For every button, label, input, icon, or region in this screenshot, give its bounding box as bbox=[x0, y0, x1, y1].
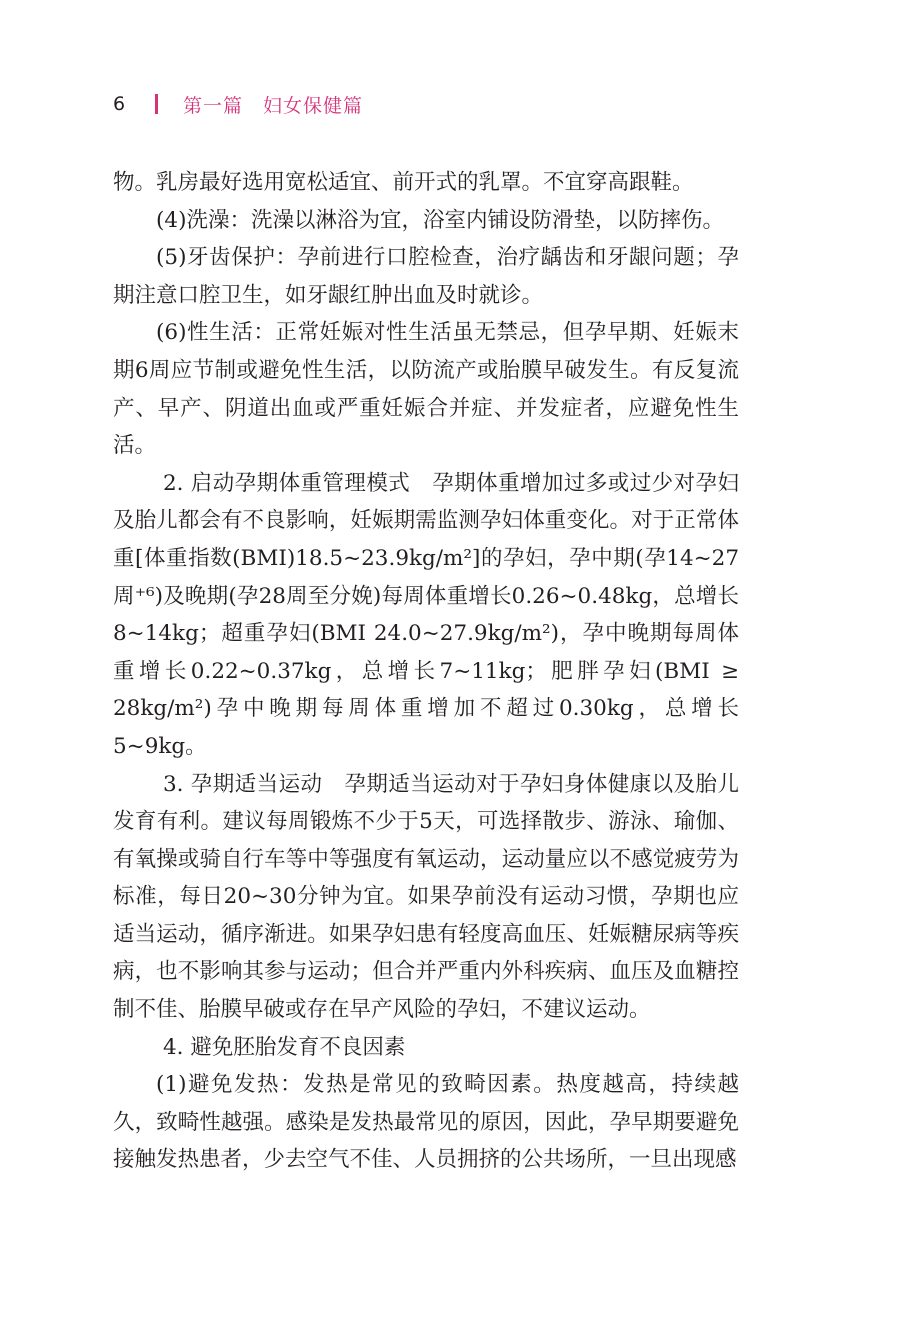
running-header bbox=[113, 90, 363, 118]
header-separator-bar bbox=[155, 94, 158, 114]
paragraph-avoid-fever: (1)避免发热：发热是常见的致畸因素。热度越高，持续越久，致畸性越强。感染是发热最常见的原因，因此，孕早期要避免接触发热患者，少去空气不佳、人员拥挤的公共场所，一旦出现感 bbox=[113, 1072, 739, 1173]
paragraph-weight-management: 2. 启动孕期体重管理模式 孕期体重增加过多或过少对孕妇及胎儿都会有不良影响，妊娠期需监测孕妇体重变化。对于正常体重[体重指数(BMI)18.5~23.9kg/m²]的孕妇，孕中期(孕14~27周⁺⁶)及晚期(孕28周至分娩)每周体重增长0.26~0.48kg，总增长8~14kg；超重孕妇(BMI 24.0~27.9kg/m²)，孕中晚期每周体重增长0.22~0.37kg，总增长7~11kg；肥胖孕妇(BMI ≥ 28kg/m²)孕中晚期每周体重增加不超过0.30kg，总增长5~9kg。 bbox=[113, 470, 739, 759]
paragraph-washing: (4)洗澡：洗澡以淋浴为宜，浴室内铺设防滑垫，以防摔伤。 bbox=[156, 207, 724, 233]
paragraph: 物。乳房最好选用宽松适宜、前开式的乳罩。不宜穿高跟鞋。 bbox=[113, 170, 694, 195]
page-number: 6 bbox=[113, 93, 126, 115]
paragraph-sexual-life: (6)性生活：正常妊娠对性生活虽无禁忌，但孕早期、妊娠末期6周应节制或避免性生活，以防流产或胎膜早破发生。有反复流产、早产、阴道出血或严重妊娠合并症、并发症者，应避免性生活。 bbox=[113, 320, 739, 459]
body-text bbox=[113, 164, 739, 1179]
heading-avoid-risk-factors: 4. 避免胚胎发育不良因素 bbox=[163, 1034, 406, 1060]
paragraph-exercise: 3. 孕期适当运动 孕期适当运动对于孕妇身体健康以及胎儿发育有利。建议每周锻炼不少于5天，可选择散步、游泳、瑜伽、有氧操或骑自行车等中等强度有氧运动，运动量应以不感觉疲劳为标准，每日20~30分钟为宜。如果孕前没有运动习惯，孕期也应适当运动，循序渐进。如果孕妇患有轻度高血压、妊娠糖尿病等疾病，也不影响其参与运动；但合并严重内外科疾病、血压及血糖控制不佳、胎膜早破或存在早产风险的孕妇，不建议运动。 bbox=[113, 771, 739, 1023]
paragraph-dental-care: (5)牙齿保护：孕前进行口腔检查，治疗龋齿和牙龈问题；孕期注意口腔卫生，如牙龈红肿出血及时就诊。 bbox=[113, 245, 739, 308]
section-title: 第一篇 妇女保健篇 bbox=[183, 94, 364, 117]
